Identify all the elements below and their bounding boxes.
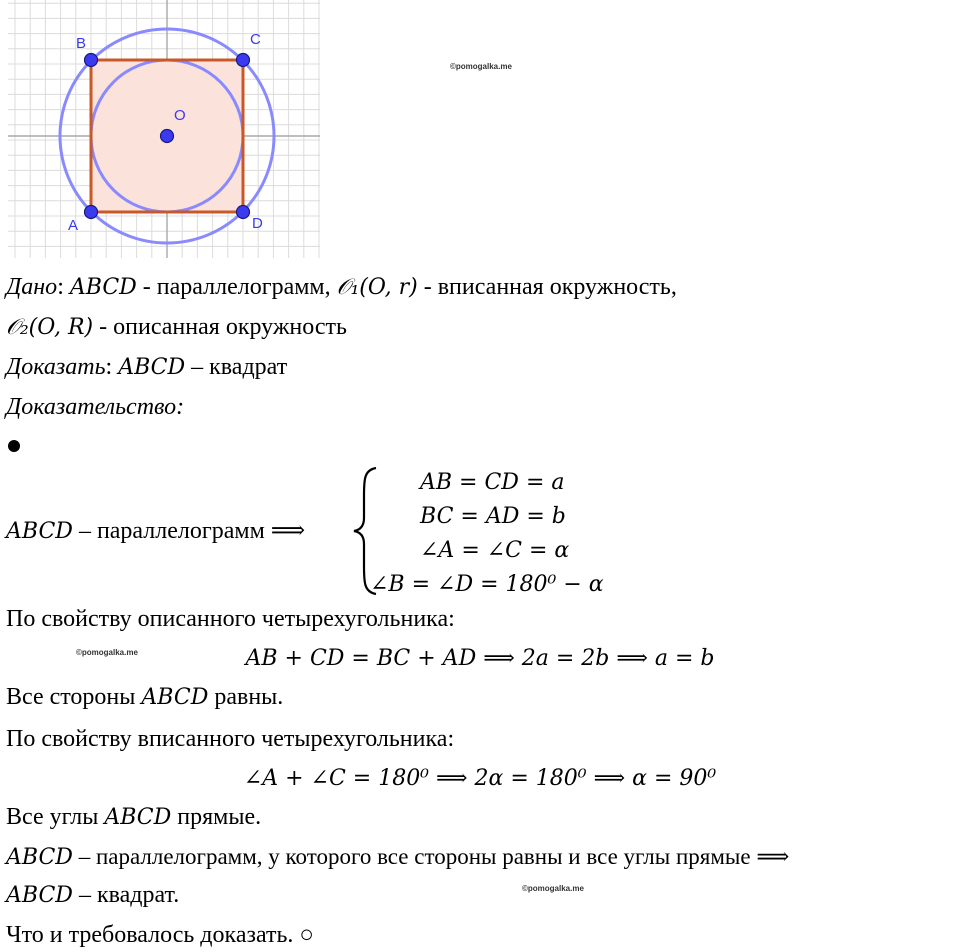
geometry-figure bbox=[8, 0, 320, 258]
conclusion-line-1 bbox=[6, 842, 789, 873]
given-label: Дано bbox=[6, 274, 58, 300]
given-text-1: - параллелограмм, bbox=[136, 274, 337, 300]
prove-line: Доказать: ABCD – квадрат bbox=[6, 354, 288, 380]
label-o: O bbox=[174, 107, 186, 124]
math-abcd: ABCD bbox=[141, 685, 209, 710]
math-abcd: ABCD bbox=[69, 275, 137, 300]
system-line-4: ∠B = ∠D = 180⁰ − α bbox=[370, 572, 604, 597]
equation-sides: AB + CD = BC + AD ⟹ 2a = 2b ⟹ a = b bbox=[245, 646, 715, 671]
conclusion-line-2 bbox=[6, 880, 179, 911]
math-o1: 𝒪₁(O, r) bbox=[336, 275, 418, 300]
sides-pre: Все стороны bbox=[6, 684, 142, 710]
label-c: C bbox=[250, 31, 261, 48]
point-c bbox=[237, 54, 250, 67]
point-d bbox=[237, 206, 250, 219]
conclusion-text-1: – параллелограмм, у которого все стороны равны и все углы прямые ⟹ bbox=[72, 844, 790, 869]
label-b: B bbox=[76, 35, 87, 52]
point-o bbox=[161, 130, 174, 143]
math-o2: 𝒪₂(O, R) bbox=[6, 315, 94, 340]
angles-pre: Все углы bbox=[6, 804, 105, 830]
bullet bbox=[8, 440, 20, 452]
paragraph-inscribed: По свойству вписанного четырехугольника: bbox=[6, 726, 455, 752]
watermark: ©pomogalka.me bbox=[76, 648, 138, 657]
watermark: ©pomogalka.me bbox=[450, 62, 512, 71]
math-abcd: ABCD bbox=[6, 519, 73, 544]
system-line-3: ∠A = ∠C = α bbox=[420, 538, 570, 563]
given-line-2 bbox=[6, 312, 347, 343]
qed-line: Что и требовалось доказать. ○ bbox=[6, 922, 314, 948]
sides-equal-line bbox=[6, 682, 283, 713]
conclusion-text-2: – квадрат. bbox=[72, 882, 180, 908]
system-line-1: AB = CD = a bbox=[420, 470, 565, 495]
equation-angles: ∠A + ∠C = 180⁰ ⟹ 2α = 180⁰ ⟹ α = 90⁰ bbox=[243, 766, 717, 791]
math-abcd: ABCD bbox=[104, 805, 172, 830]
point-a bbox=[85, 206, 98, 219]
math-abcd: ABCD bbox=[6, 845, 73, 870]
system-left bbox=[6, 516, 305, 547]
proof-label: Доказательство: bbox=[6, 394, 185, 420]
prove-label: Доказать bbox=[6, 354, 106, 380]
given-text-2: - вписанная окружность, bbox=[417, 274, 677, 300]
paragraph-described: По свойству описанного четырехугольника: bbox=[6, 606, 455, 632]
watermark: ©pomogalka.me bbox=[522, 884, 584, 893]
prove-text: – квадрат bbox=[185, 354, 288, 380]
angles-right-line bbox=[6, 802, 261, 833]
math-abcd: ABCD bbox=[118, 355, 186, 380]
system-left-text: – параллелограмм ⟹ bbox=[72, 518, 306, 544]
label-a: A bbox=[68, 217, 79, 234]
given-line-1: Дано: ABCD - параллелограмм, 𝒪₁(O, r) - вписанная окружность, bbox=[6, 274, 677, 300]
label-d: D bbox=[252, 215, 263, 232]
math-abcd: ABCD bbox=[6, 883, 73, 908]
given-text-3: - описанная окружность bbox=[93, 314, 347, 340]
sides-post: равны. bbox=[208, 684, 284, 710]
angles-post: прямые. bbox=[171, 804, 262, 830]
point-b bbox=[85, 54, 98, 67]
system-line-2: BC = AD = b bbox=[420, 504, 566, 529]
